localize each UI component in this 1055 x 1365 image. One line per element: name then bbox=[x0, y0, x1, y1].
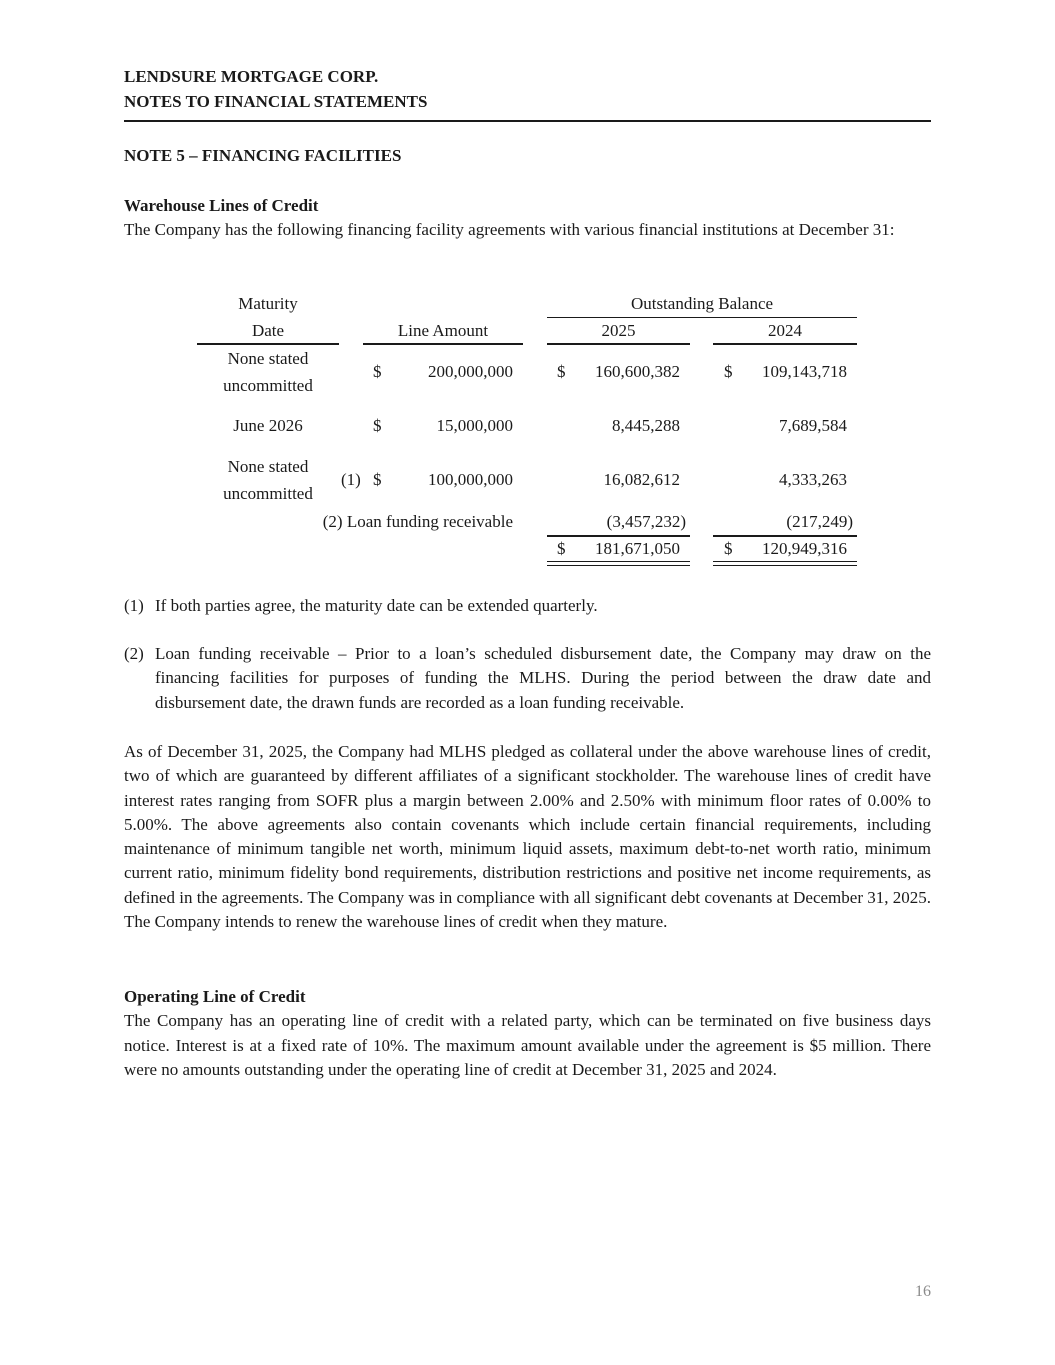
row3-maturity-line2: uncommitted bbox=[223, 484, 313, 503]
total-double-underline-2025 bbox=[547, 561, 690, 566]
row2-balance-2025: 8,445,288 bbox=[612, 416, 680, 435]
collateral-section bbox=[124, 740, 931, 934]
total-currency-2025: $ bbox=[557, 539, 566, 558]
row2-line-amount: 15,000,000 bbox=[436, 416, 513, 435]
footnote-1 bbox=[124, 594, 931, 618]
row1-currency: $ bbox=[373, 362, 382, 381]
total-balance-2024: 120,949,316 bbox=[762, 539, 847, 558]
row3-line-amount: 100,000,000 bbox=[428, 470, 513, 489]
collateral-paragraph: As of December 31, 2025, the Company had MLHS pledged as collateral under the above warehouse lines of credit, two of which are guaranteed by different affiliates of a significant stockholder. The warehouse lines of credit have interest rates ranging from SOFR plus a margin between 2.00% and 2.50% with minimum floor rates of 0.00% to 5.00%. The above agreements also contain covenants which include certain financial requirements, including maintenance of minimum tangible net worth, minimum liquid assets, maximum debt-to-net worth ratio, minimum current ratio, minimum fidelity bond requirements, distribution restrictions and positive net income requirements, as defined in the agreements. The Company was in compliance with all significant debt covenants at December 31, 2025. The Company intends to renew the warehouse lines of credit when they mature. bbox=[124, 742, 931, 932]
page-header bbox=[124, 64, 931, 122]
operating-paragraph: The Company has an operating line of credit with a related party, which can be terminated on five business days notice. Interest is at a fixed rate of 10%. The maximum amount available under the agreement is $5 million. There were no amounts outstanding under the operating line of credit at December 31, 2025 and 2024. bbox=[124, 1011, 931, 1079]
loan-funding-receivable-2025: (3,457,232) bbox=[606, 512, 686, 531]
row3-balance-2024: 4,333,263 bbox=[779, 470, 847, 489]
col-2024-underline bbox=[713, 343, 857, 345]
line-amount-underline bbox=[363, 343, 523, 345]
row1-currency-2024: $ bbox=[724, 362, 733, 381]
operating-section bbox=[124, 985, 931, 1082]
loan-funding-receivable-label: (2) Loan funding receivable bbox=[322, 512, 513, 531]
footnote-2-text: Loan funding receivable – Prior to a loan’s scheduled disbursement date, the Company may draw on the financing facilities for purposes of funding the MLHS. During the period between the draw date and disbursement date, the drawn funds are recorded as a loan funding receivable. bbox=[155, 644, 931, 712]
row1-balance-2024: 109,143,718 bbox=[762, 362, 847, 381]
row3-currency: $ bbox=[373, 470, 382, 489]
total-currency-2024: $ bbox=[724, 539, 733, 558]
header-outstanding-balance: Outstanding Balance bbox=[630, 294, 774, 313]
total-double-underline-2024 bbox=[713, 561, 857, 566]
row3-note-ref: (1) bbox=[341, 470, 361, 489]
row3-maturity-line1: None stated bbox=[227, 457, 309, 476]
row2-maturity: June 2026 bbox=[233, 416, 303, 435]
col-2025-underline bbox=[547, 343, 690, 345]
warehouse-heading: Warehouse Lines of Credit bbox=[124, 196, 319, 215]
footnote-2 bbox=[124, 642, 931, 715]
footnote-2-number: (2) bbox=[124, 644, 144, 663]
footnote-1-text: If both parties agree, the maturity date can be extended quarterly. bbox=[155, 596, 598, 615]
row1-maturity-line2: uncommitted bbox=[223, 376, 313, 395]
note-title: NOTE 5 – FINANCING FACILITIES bbox=[124, 146, 402, 165]
header-line-amount: Line Amount bbox=[397, 321, 489, 340]
row1-balance-2025: 160,600,382 bbox=[595, 362, 680, 381]
row3-balance-2025: 16,082,612 bbox=[603, 470, 680, 489]
row1-currency-2025: $ bbox=[557, 362, 566, 381]
header-2024: 2024 bbox=[768, 321, 802, 340]
footnote-1-number: (1) bbox=[124, 596, 144, 615]
warehouse-section bbox=[124, 194, 931, 243]
row2-balance-2024: 7,689,584 bbox=[779, 416, 847, 435]
row1-maturity-line1: None stated bbox=[227, 349, 309, 368]
warehouse-intro: The Company has the following financing facility agreements with various financial institutions at December 31: bbox=[124, 220, 895, 240]
document-subtitle: NOTES TO FINANCIAL STATEMENTS bbox=[124, 92, 428, 111]
operating-heading: Operating Line of Credit bbox=[124, 987, 306, 1006]
total-balance-2025: 181,671,050 bbox=[595, 539, 680, 558]
row2-currency: $ bbox=[373, 416, 382, 435]
row1-line-amount: 200,000,000 bbox=[428, 362, 513, 381]
header-date: Date bbox=[251, 321, 285, 340]
header-2025: 2025 bbox=[601, 321, 636, 340]
header-maturity: Maturity bbox=[238, 294, 298, 313]
loan-funding-receivable-2024: (217,249) bbox=[786, 512, 853, 531]
page-number: 16 bbox=[915, 1283, 931, 1300]
company-name: LENDSURE MORTGAGE CORP. bbox=[124, 67, 379, 86]
